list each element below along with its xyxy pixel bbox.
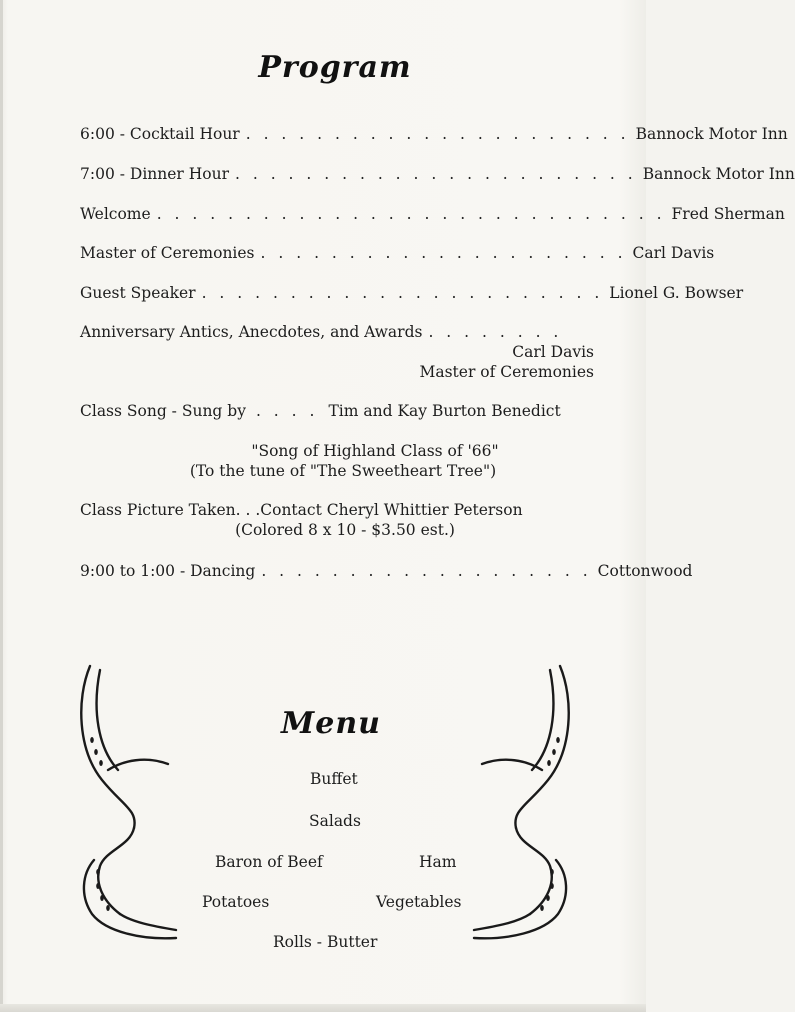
- program-item-label: Anniversary Antics, Anecdotes, and Awards: [80, 323, 423, 341]
- program-item-guest-speaker: [80, 283, 744, 303]
- program-item-label: Class Song - Sung by: [80, 402, 246, 420]
- program-item-label: 7:00 - Dinner Hour: [80, 165, 229, 183]
- program-item-welcome: [80, 204, 785, 224]
- leader-dots: . . . .: [255, 402, 319, 420]
- program-item-value: Fred Sherman: [671, 205, 785, 223]
- leader-dots: . . . . . . . . . . . . . . . . . . . . . .: [245, 125, 630, 143]
- program-item-cocktail: [80, 124, 788, 144]
- program-item-class-picture: [80, 500, 594, 520]
- program-item-dancing: [80, 561, 693, 581]
- program-item-master-of-ceremonies: [80, 243, 715, 263]
- menu-item-rolls-butter: Rolls - Butter: [273, 933, 378, 951]
- program-item-value: Lionel G. Bowser: [609, 284, 744, 302]
- menu-item-vegetables: Vegetables: [376, 893, 462, 911]
- program-item-label: Class Picture Taken. . .: [80, 501, 261, 519]
- menu-item-potatoes: Potatoes: [202, 893, 270, 911]
- menu-item-baron-of-beef: Baron of Beef: [215, 853, 323, 871]
- leader-dots: . . . . . . . . . . . . . . . . . . . . . . .: [235, 165, 637, 183]
- program-item-label: 6:00 - Cocktail Hour: [80, 125, 240, 143]
- leader-dots: . . . . . . . . . . . . . . . . . . .: [261, 562, 592, 580]
- program-title: Program: [258, 50, 412, 85]
- anniversary-host: Carl Davis: [512, 343, 594, 361]
- leader-dots: . . . . . . . . . . . . . . . . . . . . .: [260, 244, 627, 262]
- program-item-dinner: [80, 164, 795, 184]
- program-item-value: Contact Cheryl Whittier Peterson: [260, 501, 523, 519]
- left-scroll-ornament: [72, 660, 182, 960]
- menu-title: Menu: [281, 706, 381, 741]
- program-item-label: 9:00 to 1:00 - Dancing: [80, 562, 256, 580]
- program-item-label: Master of Ceremonies: [80, 244, 255, 262]
- song-title: "Song of Highland Class of '66": [251, 442, 499, 460]
- program-item-value: Carl Davis: [632, 244, 715, 262]
- program-item-class-song: [80, 401, 594, 421]
- program-item-value: Cottonwood: [597, 562, 693, 580]
- menu-item-ham: Ham: [419, 853, 457, 871]
- program-item-value: Bannock Motor Inn: [642, 165, 795, 183]
- program-item-label: Guest Speaker: [80, 284, 196, 302]
- program-item-value: Bannock Motor Inn: [635, 125, 788, 143]
- menu-item-buffet: Buffet: [310, 770, 358, 788]
- menu-item-salads: Salads: [309, 812, 361, 830]
- picture-note: (Colored 8 x 10 - $3.50 est.): [235, 521, 455, 539]
- page-edge: [0, 0, 3, 1012]
- program-item-label: Welcome: [80, 205, 151, 223]
- program-item-anniversary: [80, 322, 562, 342]
- program-item-value: Tim and Kay Burton Benedict: [328, 402, 561, 420]
- anniversary-host-role: Master of Ceremonies: [419, 363, 594, 381]
- page-bottom-edge: [0, 1004, 646, 1012]
- leader-dots: . . . . . . . .: [428, 323, 563, 341]
- right-scroll-ornament: [468, 660, 578, 960]
- leader-dots: . . . . . . . . . . . . . . . . . . . . . . . . . . . . .: [156, 205, 666, 223]
- leader-dots: . . . . . . . . . . . . . . . . . . . . . . .: [201, 284, 604, 302]
- song-tune: (To the tune of "The Sweetheart Tree"): [189, 462, 497, 480]
